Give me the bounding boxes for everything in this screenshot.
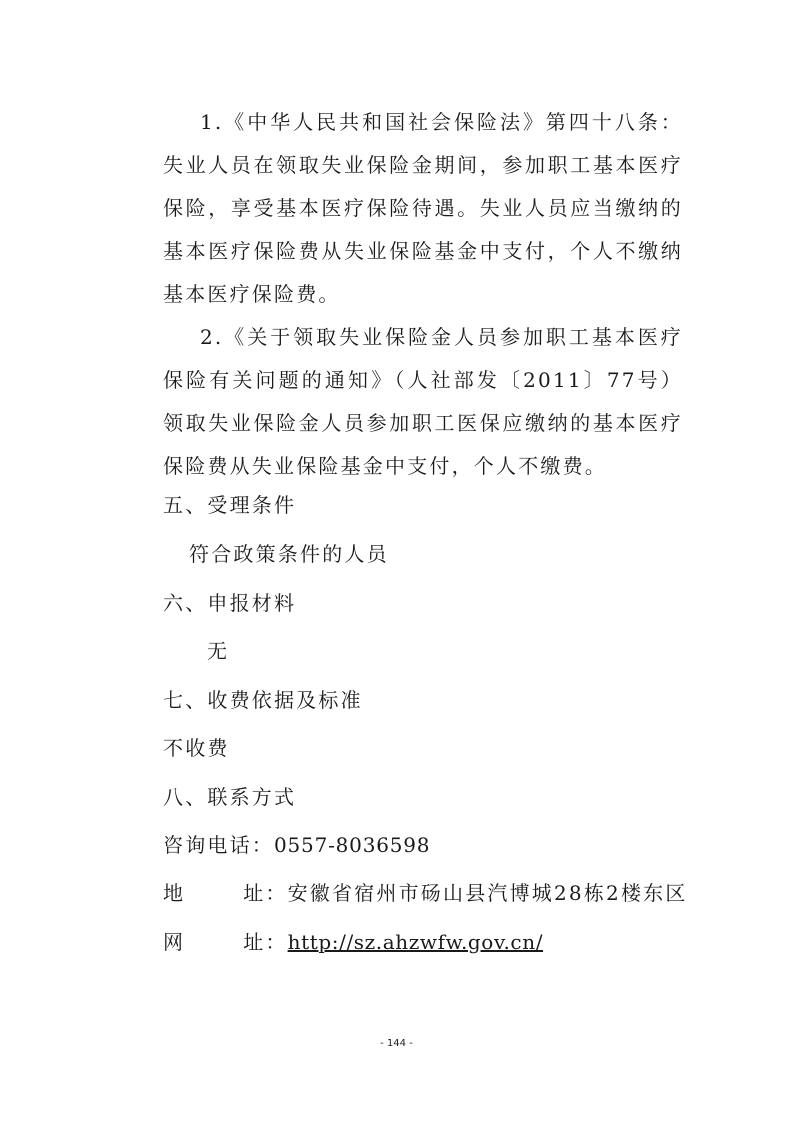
section-body-application-materials: 无 <box>207 639 230 663</box>
section-body-fee-basis: 不收费 <box>163 736 230 760</box>
address-label-rest: 址： <box>243 881 288 905</box>
contact-phone-line <box>163 830 430 860</box>
website-label-rest: 址： <box>243 930 288 954</box>
address-text: 安徽省宿州市砀山县汽博城28栋2楼东区 <box>287 881 688 905</box>
phone-label: 咨询电话： <box>163 833 274 857</box>
section-body-acceptance-conditions: 符合政策条件的人员 <box>189 542 389 566</box>
website-link[interactable]: http://sz.ahzwfw.gov.cn/ <box>287 930 544 954</box>
paragraph-notice-2011-77 <box>163 316 683 488</box>
contact-address-line <box>163 878 688 908</box>
paragraph-text: 2.《关于领取失业保险金人员参加职工基本医疗保险有关问题的通知》（人社部发〔2011〕77号）领取失业保险金人员参加职工医保应缴纳的基本医疗保险费从失业保险基金中支付，个人不缴费。 <box>163 325 683 478</box>
paragraph-social-insurance-law <box>163 101 683 316</box>
phone-number: 0557-8036598 <box>274 833 431 857</box>
paragraph-text: 1.《中华人民共和国社会保险法》第四十八条：失业人员在领取失业保险金期间，参加职工基本医疗保险，享受基本医疗保险待遇。失业人员应当缴纳的基本医疗保险费从失业保险基金中支付，个人不缴纳基本医疗保险费。 <box>163 110 683 306</box>
section-heading-application-materials: 六、申报材料 <box>163 591 297 615</box>
section-heading-fee-basis: 七、收费依据及标准 <box>163 688 363 712</box>
address-label-first-char: 地 <box>163 881 186 905</box>
page-number: - 144 - <box>380 1038 413 1049</box>
website-label-first-char: 网 <box>163 930 186 954</box>
section-heading-acceptance-conditions: 五、受理条件 <box>163 493 297 517</box>
section-heading-contact: 八、联系方式 <box>163 785 297 809</box>
contact-website-line <box>163 927 543 957</box>
